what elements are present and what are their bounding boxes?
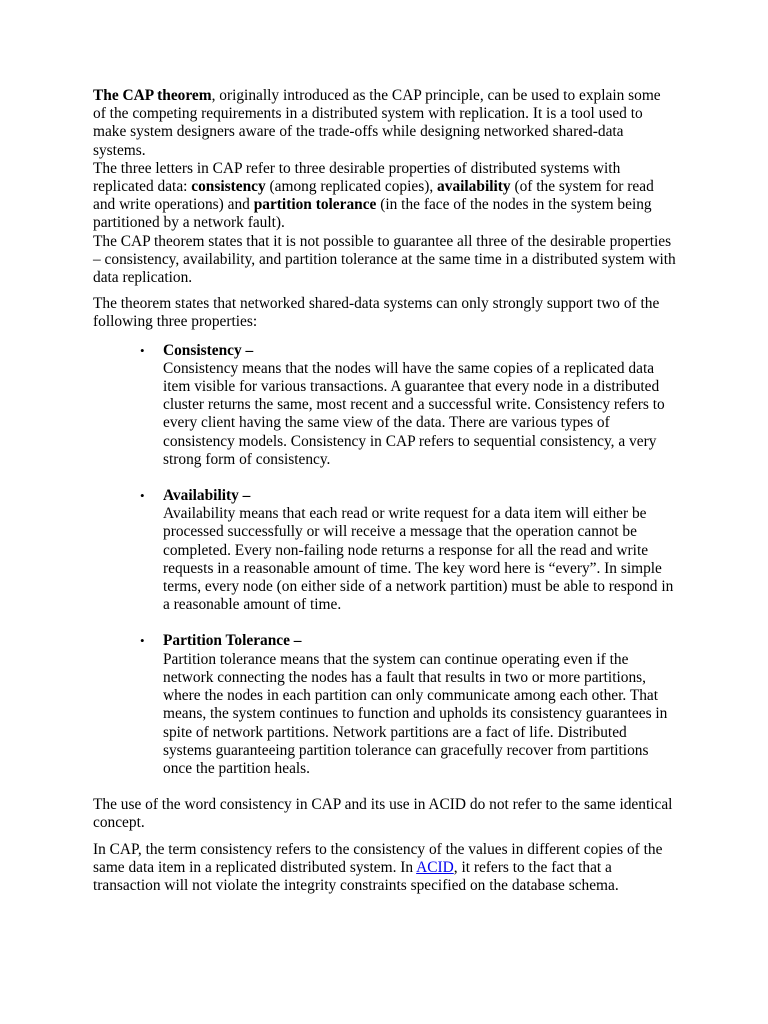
intro-paragraph: The CAP theorem, originally introduced as the CAP principle, can be used to explain some of the competing requirements in a distributed system with replication. It is a tool used to make system designers aware of the trade-offs while designing networked shared-data systems. The three letters in CAP refer to three desirable properties of distributed systems with replicated data: consistency (among replicated copies), availability (of the system for read and write operations) and partition tolerance (in the face of the nodes in the system being partitioned by a network fault). The CAP theorem states that it is not possible to guarantee all three of the desirable properties – consistency, availability, and partition tolerance at the same time in a distributed system with data replication. bbox=[93, 87, 676, 287]
final-paragraph: In CAP, the term consistency refers to the consistency of the values in different copies of the same data item in a replicated distributed system. In ACID, it refers to the fact that a transaction will not violate the integrity constraints specified on the database schema. bbox=[93, 840, 663, 894]
property-title: Partition Tolerance – bbox=[163, 632, 302, 650]
property-title: Availability – bbox=[163, 487, 251, 505]
cap-theorem-term: The CAP theorem bbox=[93, 87, 212, 104]
property-description: Consistency means that the nodes will have the same copies of a replicated data item visible for various transactions. A guarantee that every node in a distributed cluster returns the same, most recent and a successful write. Consistency refers to every client having the same view of the data. There are various types of consistency models. Consistency in CAP refers to sequential consistency, a very strong form of consistency. bbox=[163, 359, 665, 468]
partition-tolerance-term: partition tolerance bbox=[253, 196, 377, 214]
consistency-term: consistency bbox=[191, 178, 266, 196]
properties-list bbox=[93, 342, 676, 778]
acid-link[interactable]: ACID bbox=[416, 858, 454, 876]
property-description: Availability means that each read or write request for a data item will either be processed successfully or will receive a message that the operation cannot be completed. Every non-failing node returns a response for all the read and write requests in a reasonable amount of time. The key word here is “every”. In simple terms, every node (on either side of a network partition) must be able to respond in a reasonable amount of time. bbox=[163, 505, 674, 614]
bullet-icon: • bbox=[140, 488, 145, 504]
list-item-availability bbox=[140, 487, 676, 614]
cap-statement: The CAP theorem states that it is not possible to guarantee all three of the desirable properties – consistency, availability, and partition tolerance at the same time in a distributed system with data replication. bbox=[93, 232, 676, 287]
bullet-icon: • bbox=[140, 342, 145, 358]
list-item-partition-tolerance bbox=[140, 632, 676, 778]
acid-note-paragraph: The use of the word consistency in CAP and its use in ACID do not refer to the same identical concept. bbox=[93, 796, 673, 832]
bullet-icon: • bbox=[140, 633, 145, 649]
list-item-consistency bbox=[140, 341, 676, 469]
theorem-intro-paragraph: The theorem states that networked shared-data systems can only strongly support two of the following three properties: bbox=[93, 295, 660, 331]
property-description: Partition tolerance means that the system can continue operating even if the network connecting the nodes has a fault that results in two or more partitions, where the nodes in each partition can only communicate among each other. That means, the system continues to function and upholds its consistency guarantees in spite of network partitions. Network partitions are a fact of life. Distributed systems guaranteeing partition tolerance can gracefully recover from partitions once the partition heals. bbox=[163, 650, 668, 777]
property-title: Consistency – bbox=[163, 341, 254, 359]
availability-term: availability bbox=[437, 178, 511, 196]
